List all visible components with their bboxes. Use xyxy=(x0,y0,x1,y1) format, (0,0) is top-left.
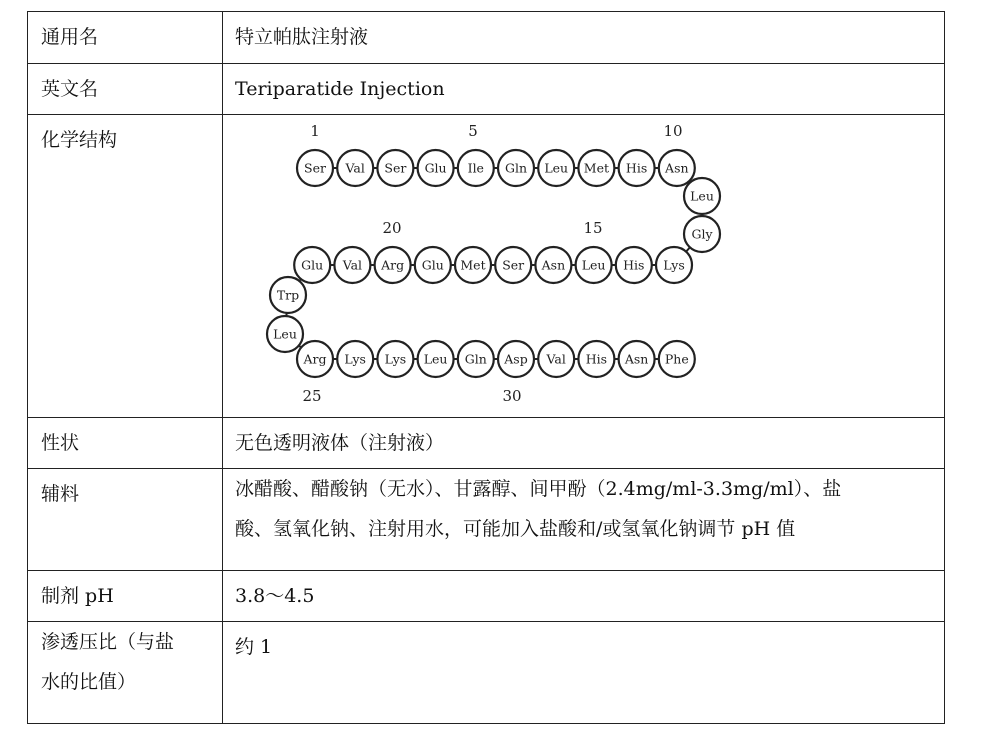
residue-label: Gln xyxy=(464,351,487,367)
row-label: 化学结构 xyxy=(28,115,223,418)
residue-32 xyxy=(578,341,614,377)
residue-28 xyxy=(418,341,454,377)
table-row xyxy=(28,418,945,469)
residue-15 xyxy=(576,247,612,283)
residue-16 xyxy=(535,247,571,283)
table-row xyxy=(28,115,945,418)
residue-label: Glu xyxy=(421,257,444,273)
residue-3 xyxy=(377,150,413,186)
row-value: 约 1 xyxy=(223,622,945,724)
residue-7 xyxy=(538,150,574,186)
table-row xyxy=(28,571,945,622)
residue-21 xyxy=(334,247,370,283)
row-label: 英文名 xyxy=(28,64,223,115)
residue-19 xyxy=(415,247,451,283)
residue-label: Phe xyxy=(664,351,689,367)
residue-label: Leu xyxy=(690,188,714,204)
residue-label: Lys xyxy=(663,257,685,273)
drug-info-table xyxy=(27,11,945,724)
residue-label: Ile xyxy=(467,160,484,176)
residue-5 xyxy=(458,150,494,186)
position-number: 25 xyxy=(302,387,322,405)
residue-26 xyxy=(337,341,373,377)
label-line: 渗透压比（与盐 xyxy=(41,631,175,653)
residue-label: Arg xyxy=(303,351,327,367)
residue-label: Val xyxy=(546,351,566,367)
table-row xyxy=(28,469,945,571)
residue-label: Lys xyxy=(384,351,407,367)
row-label: 性状 xyxy=(28,418,223,469)
residue-10 xyxy=(659,150,695,186)
table-row xyxy=(28,12,945,64)
row-value: Teriparatide Injection xyxy=(223,64,945,115)
row-label: 辅料 xyxy=(28,469,223,571)
residue-label: Leu xyxy=(273,326,297,342)
residue-31 xyxy=(538,341,574,377)
residue-label: Asn xyxy=(541,257,566,273)
residue-29 xyxy=(458,341,494,377)
residue-34 xyxy=(659,341,695,377)
table-row xyxy=(28,622,945,724)
residue-30 xyxy=(498,341,534,377)
residue-label: Leu xyxy=(544,160,569,176)
residue-label: Asn xyxy=(624,351,649,367)
position-number: 10 xyxy=(663,122,683,140)
residue-22 xyxy=(294,247,330,283)
residue-label: His xyxy=(625,160,648,176)
residue-25 xyxy=(297,341,333,377)
residue-label: Gly xyxy=(691,226,713,242)
residue-label: His xyxy=(585,351,608,367)
residue-label: Lys xyxy=(344,351,366,367)
residue-23 xyxy=(270,277,306,313)
structure-cell xyxy=(223,115,945,418)
residue-14 xyxy=(616,247,652,283)
residue-label: Asn xyxy=(665,160,689,176)
residue-11 xyxy=(684,178,720,214)
residue-label: Glu xyxy=(301,257,324,273)
residue-20 xyxy=(375,247,411,283)
row-label: 通用名 xyxy=(28,12,223,64)
residue-2 xyxy=(337,150,373,186)
residue-label: Ser xyxy=(304,160,326,176)
position-number: 1 xyxy=(310,122,320,140)
row-value xyxy=(223,469,945,571)
residue-33 xyxy=(619,341,655,377)
residue-18 xyxy=(455,247,491,283)
residue-label: Met xyxy=(583,160,610,176)
residue-24 xyxy=(267,316,303,352)
residue-label: Val xyxy=(342,257,363,273)
residue-label: Ser xyxy=(384,160,407,176)
residue-label: Arg xyxy=(381,257,405,273)
residue-12 xyxy=(684,216,720,252)
residue-label: Met xyxy=(460,257,486,273)
row-value: 3.8～4.5 xyxy=(223,571,945,622)
residue-6 xyxy=(498,150,534,186)
row-label xyxy=(28,622,223,724)
residue-label: Val xyxy=(345,160,365,176)
position-number: 30 xyxy=(502,387,522,405)
residue-label: Ser xyxy=(502,257,525,273)
table-row xyxy=(28,64,945,115)
peptide-structure-diagram xyxy=(235,115,970,417)
residue-8 xyxy=(578,150,614,186)
residue-1 xyxy=(297,150,333,186)
row-value: 特立帕肽注射液 xyxy=(223,12,945,64)
residue-label: Leu xyxy=(423,351,448,367)
value-line: 冰醋酸、醋酸钠（无水）、甘露醇、间甲酚（2.4mg/ml-3.3mg/ml）、盐 xyxy=(235,478,842,500)
residue-label: Leu xyxy=(581,257,606,273)
position-number: 20 xyxy=(382,219,402,237)
row-value: 无色透明液体（注射液） xyxy=(223,418,945,469)
row-label: 制剂 pH xyxy=(28,571,223,622)
residue-label: Trp xyxy=(276,287,300,303)
residue-4 xyxy=(418,150,454,186)
residue-label: Asp xyxy=(504,351,528,367)
position-number: 15 xyxy=(583,219,603,237)
residue-label: Glu xyxy=(424,160,447,176)
position-number: 5 xyxy=(468,122,478,140)
residue-13 xyxy=(656,247,692,283)
residue-9 xyxy=(619,150,655,186)
residue-label: His xyxy=(623,257,645,273)
value-line: 酸、氢氧化钠、注射用水，可能加入盐酸和/或氢氧化钠调节 pH 值 xyxy=(235,518,796,540)
label-line: 水的比值） xyxy=(41,671,137,693)
residue-label: Gln xyxy=(504,160,528,176)
residue-17 xyxy=(495,247,531,283)
residue-27 xyxy=(377,341,413,377)
